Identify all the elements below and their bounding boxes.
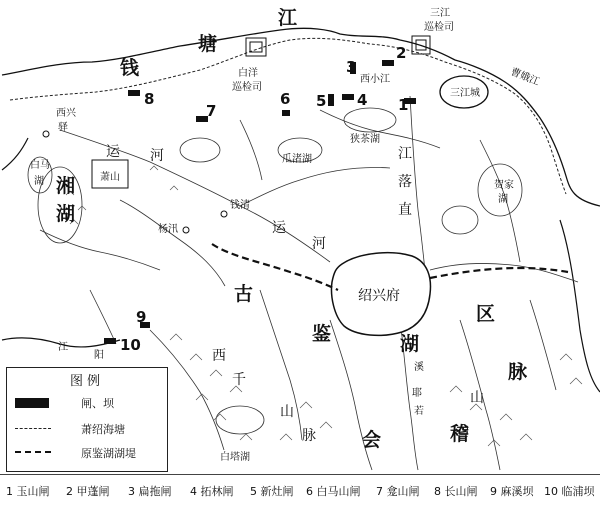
xixing-dot [43,131,49,137]
label-baima-1: 白马 [30,160,50,171]
gate-8-marker [128,90,140,96]
legend-row-gate [15,394,165,412]
east-shore [560,220,600,392]
label-mai: 脉 [302,428,316,444]
label-ji: 稽 [450,423,470,445]
label-baima-2: 湖 [34,176,44,187]
label-ruoye-ye: 耶 [412,388,422,399]
legend-title: 图例 [69,374,104,389]
gate-list-item: 6 白马山闸 [306,485,361,498]
gate-3-number: 3 [346,58,357,76]
legend-dike-label: 原鉴湖湖堤 [81,447,136,460]
gate-8-number: 8 [144,90,155,108]
legend-row-dike [15,444,165,462]
gate-1-number: 1 [398,96,409,114]
label-qu: 区 [476,303,496,325]
label-xiang: 湘 [56,175,76,197]
label-qian-mtn: 千 [232,372,246,388]
gate-4-marker [342,94,354,100]
gate-2-marker [382,60,394,66]
baiyang-checkpoint-inner [250,42,262,52]
gate-list-item: 1 玉山闸 [6,485,50,498]
label-kuai: 会 [362,429,382,451]
gate-list-item: 4 拓林闸 [190,485,234,498]
label-puyang-yang: 阳 [94,350,104,361]
gate-7-number: 7 [206,102,217,120]
label-shan-2: 山 [470,390,484,406]
label-hejia-1: 贺家 [494,180,514,191]
label-qianqing: 钱清 [230,200,250,211]
label-jiang-vert: 江 [398,146,412,162]
baiyang-checkpoint-box [246,38,266,56]
label-shaoxing-fu: 绍兴府 [358,288,400,304]
legend-gate-symbol [15,398,49,408]
yangxun-dot [183,227,189,233]
label-tang: 塘 [198,33,218,55]
gate-6-number: 6 [280,90,291,108]
legend-row-seawall [15,420,165,438]
label-xi: 西 [212,348,226,364]
label-jian: 鉴 [312,323,332,345]
label-xiancha-hu: 狭茶湖 [350,134,380,145]
gate-list-item: 9 麻溪坝 [490,485,534,498]
gate-list-item: 10 临浦坝 [544,485,595,498]
legend-gate-label: 闸、坝 [81,397,114,410]
gate-list-item: 2 甲蓬闸 [66,485,110,498]
label-ruoye-ruo: 若 [414,406,424,417]
label-hu-jian: 湖 [400,333,420,355]
gate-list-item: 8 长山闸 [434,485,478,498]
label-guazhu-hu: 瓜渚湖 [282,154,312,165]
label-sanjiang-2: 巡检司 [424,22,454,33]
gate-5-marker [328,94,334,106]
gate-2-number: 2 [396,44,407,62]
gate-name-list [0,474,600,505]
legend-seawall-symbol [15,428,51,429]
legend-dike-symbol [15,451,51,453]
label-jiang: 江 [278,7,298,29]
gate-list-item: 3 扁拖闸 [128,485,172,498]
label-mai-2: 脉 [508,361,528,383]
label-sanjiang-city: 三江城 [450,88,480,99]
legend-seawall-label: 萧绍海塘 [81,423,125,436]
label-hu-xiang: 湖 [56,203,76,225]
label-yun-2: 运 [272,220,286,236]
label-yangxun: 杨汛 [158,224,178,235]
label-shan: 山 [280,404,294,420]
label-baiyang-2: 巡检司 [232,82,262,93]
label-xixiao-jiang: 西小江 [360,74,390,85]
label-xiaoshan: 萧山 [100,172,120,183]
gate-5-number: 5 [316,92,327,110]
gate-4-number: 4 [357,91,368,109]
label-qian: 钱 [120,57,140,79]
label-gu: 古 [234,283,254,305]
label-puyang-jiang: 江 [58,342,68,353]
label-sanjiang-1: 三江 [430,8,450,19]
gate-10-number: 10 [120,336,141,354]
qianqing-dot [221,211,227,217]
gate-6-marker [282,110,290,116]
label-baiyang-1: 白洋 [238,68,258,79]
label-xixing-1: 西兴 [56,108,76,119]
label-he-1: 河 [150,148,164,164]
label-zhi-vert: 直 [398,202,412,218]
label-baita-hu: 白塔湖 [220,452,250,463]
legend [6,367,168,472]
gate-9-number: 9 [136,308,147,326]
label-hejia-2: 湖 [498,194,508,205]
gate-list-item: 7 龛山闸 [376,485,420,498]
label-luo-vert: 落 [398,174,412,190]
label-caoe-jiang: 曹娥江 [508,66,541,89]
gate-10-marker [104,338,116,344]
label-ruoye-xi: 溪 [414,362,424,373]
label-he-2: 河 [312,236,326,252]
gate-list-item: 5 新灶闸 [250,485,294,498]
label-xixing-2: 驿 [58,122,68,133]
label-yun-1: 运 [106,144,120,160]
